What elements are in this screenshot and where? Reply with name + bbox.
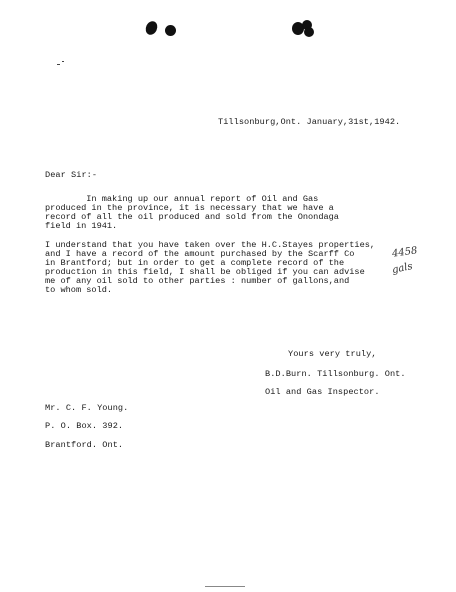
page-edge-mark [205, 586, 245, 587]
ink-speck [57, 64, 60, 65]
ink-speck [62, 61, 64, 62]
paragraph-line: production in this field, I shall be obliged if you can advise [45, 267, 365, 277]
paragraph-line: I understand that you have taken over the H.C.Stayes properties, [45, 240, 376, 250]
punch-hole-left-2 [165, 25, 176, 36]
letter-place-date: Tillsonburg,Ont. January,31st,1942. [218, 117, 401, 127]
paragraph-line: In making up our annual report of Oil and Gas [45, 194, 319, 204]
letter-signer: B.D.Burn. Tillsonburg. Ont. [265, 369, 406, 379]
paragraph-line: produced in the province, it is necessary that we have a [45, 203, 334, 213]
recipient-box: P. O. Box. 392. [45, 421, 124, 431]
recipient-name: Mr. C. F. Young. [45, 403, 129, 413]
paragraph-line: me of any oil sold to other parties : number of gallons,and [45, 276, 350, 286]
letter-closing: Yours very truly, [288, 349, 377, 359]
letter-signer-title: Oil and Gas Inspector. [265, 387, 380, 397]
paragraph-line: and I have a record of the amount purchased by the Scarff Co [45, 249, 355, 259]
letter-salutation: Dear Sir:- [45, 170, 98, 180]
punch-hole-left [144, 19, 160, 36]
handwritten-unit: gals [391, 260, 414, 277]
recipient-city: Brantford. Ont. [45, 440, 124, 450]
paragraph-line: record of all the oil produced and sold from the Onondaga [45, 212, 339, 222]
paragraph-line: in Brantford; but in order to get a complete record of the [45, 258, 345, 268]
handwritten-number: 4458 [391, 245, 419, 260]
punch-hole-right-3 [304, 27, 314, 37]
paragraph-line: to whom sold. [45, 285, 113, 295]
paragraph-line: field in 1941. [45, 221, 118, 231]
